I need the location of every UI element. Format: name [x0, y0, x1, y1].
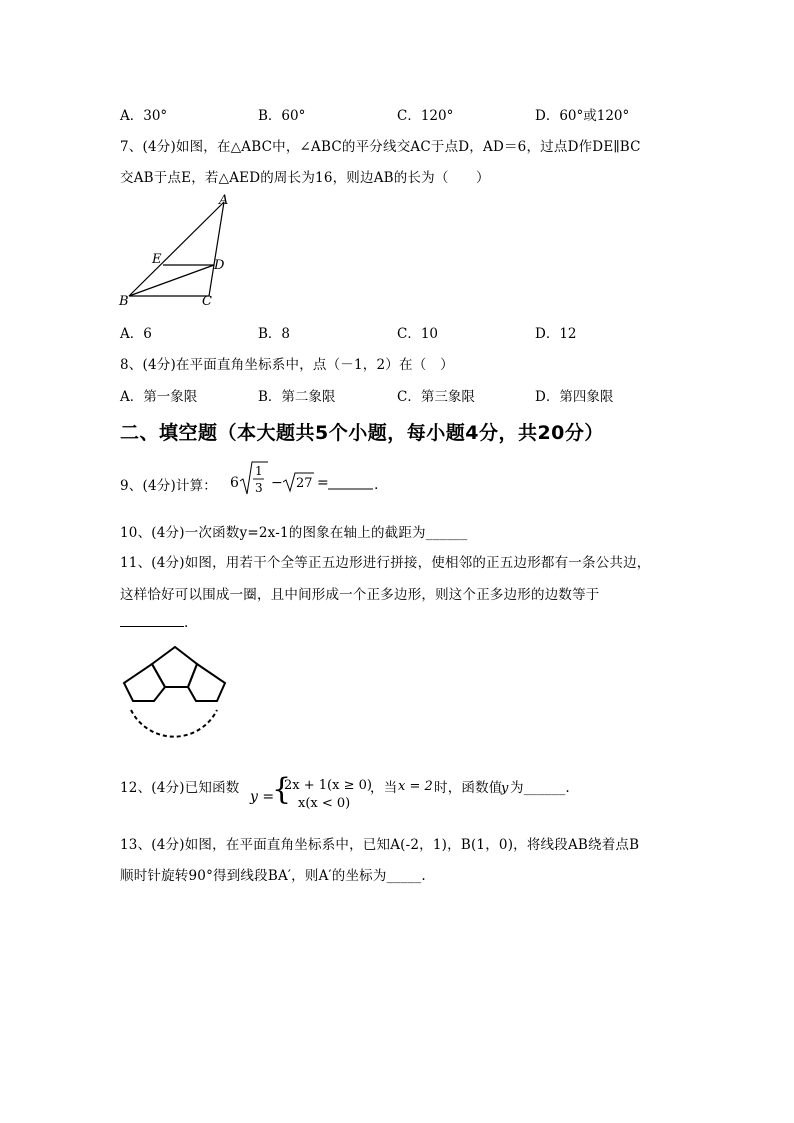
q9-expression	[228, 458, 388, 500]
segment-ab	[129, 202, 224, 296]
q7-text-line2: 交AB于点E，若△AED的周长为16，则边AB的长为（ ）	[120, 170, 490, 186]
q7-option-d: D．12	[535, 326, 577, 342]
q9-equals: =	[317, 475, 329, 491]
q12-mid2: 时，函数值	[434, 780, 503, 796]
q12-y-equals: y =	[250, 789, 275, 805]
q11-answer-line	[120, 613, 189, 631]
q9-numerator: 1	[255, 464, 263, 478]
dashed-arc	[131, 710, 217, 737]
q6-option-c: C．120°	[397, 108, 454, 124]
q9-end: .	[374, 477, 379, 493]
q8-option-c: C．第三象限	[397, 389, 475, 405]
q12-brace: {	[272, 772, 292, 807]
segment-ac	[209, 202, 224, 296]
pentagon-right	[188, 664, 225, 701]
q8-option-b: B．第二象限	[258, 389, 336, 405]
q7-option-a: A．6	[120, 326, 152, 342]
q11-text-line2: 这样恰好可以围成一圈，且中间形成一个正多边形，则这个正多边形的边数等于	[120, 587, 600, 603]
label-c: C	[202, 294, 212, 309]
q7-option-c: C．10	[397, 326, 439, 342]
q7-triangle-figure	[115, 190, 245, 312]
q9-radicand: 27	[296, 476, 313, 491]
section-heading: 二、填空题（本大题共5个小题，每小题4分，共20分）	[120, 422, 604, 444]
q9-coef: 6	[230, 475, 239, 491]
q13-text-line2: 顺时针旋转90°得到线段BA′，则A′的坐标为_____.	[120, 868, 426, 884]
q6-option-d: D．60°或120°	[535, 108, 630, 124]
q12-case-1: 2x + 1(x ≥ 0)	[284, 778, 372, 793]
q7-option-b: B．8	[258, 326, 291, 342]
label-d: D	[214, 258, 225, 273]
q13-text-line1: 13、(4分)如图，在平面直角坐标系中，已知A(-2，1)，B(1，0)，将线段AB绕着点B	[120, 837, 640, 853]
q12-y-var: y	[501, 781, 509, 796]
q9-minus: −	[271, 475, 283, 491]
q11-end: .	[184, 615, 189, 631]
label-b: B	[119, 294, 129, 309]
q12-prefix: 12、(4分)已知函数	[120, 780, 240, 796]
q9-prefix: 9、(4分)计算：	[120, 478, 218, 494]
segment-bd	[129, 265, 214, 296]
q8-option-d: D．第四象限	[535, 389, 614, 405]
q12-case-2: x(x < 0)	[298, 796, 351, 811]
q12-tail: 为______.	[510, 780, 570, 796]
q6-option-b: B．60°	[258, 108, 306, 124]
q10-text: 10、(4分)一次函数y=2x-1的图象在轴上的截距为______	[120, 525, 468, 541]
q11-text-line1: 11、(4分)如图，用若干个全等正五边形进行拼接，使相邻的正五边形都有一条公共边，	[120, 555, 651, 571]
q12-mid: ，当	[370, 780, 398, 796]
q9-radical-1	[240, 462, 268, 494]
q11-answer-blank[interactable]	[120, 613, 184, 627]
pentagon-left	[124, 664, 165, 701]
label-a: A	[219, 193, 229, 208]
q12-condition: x = 2	[398, 779, 433, 794]
q11-pentagon-figure	[118, 640, 233, 758]
q6-option-a: A．30°	[120, 108, 168, 124]
q8-text: 8、(4分)在平面直角坐标系中，点（－1，2）在（ ）	[120, 357, 454, 373]
q9-denominator: 3	[255, 481, 263, 495]
q7-text-line1: 7、(4分)如图，在△ABC中，∠ABC的平分线交AC于点D，AD＝6，过点D作DE∥BC	[120, 139, 641, 155]
label-e: E	[152, 252, 162, 267]
q8-option-a: A．第一象限	[120, 389, 198, 405]
